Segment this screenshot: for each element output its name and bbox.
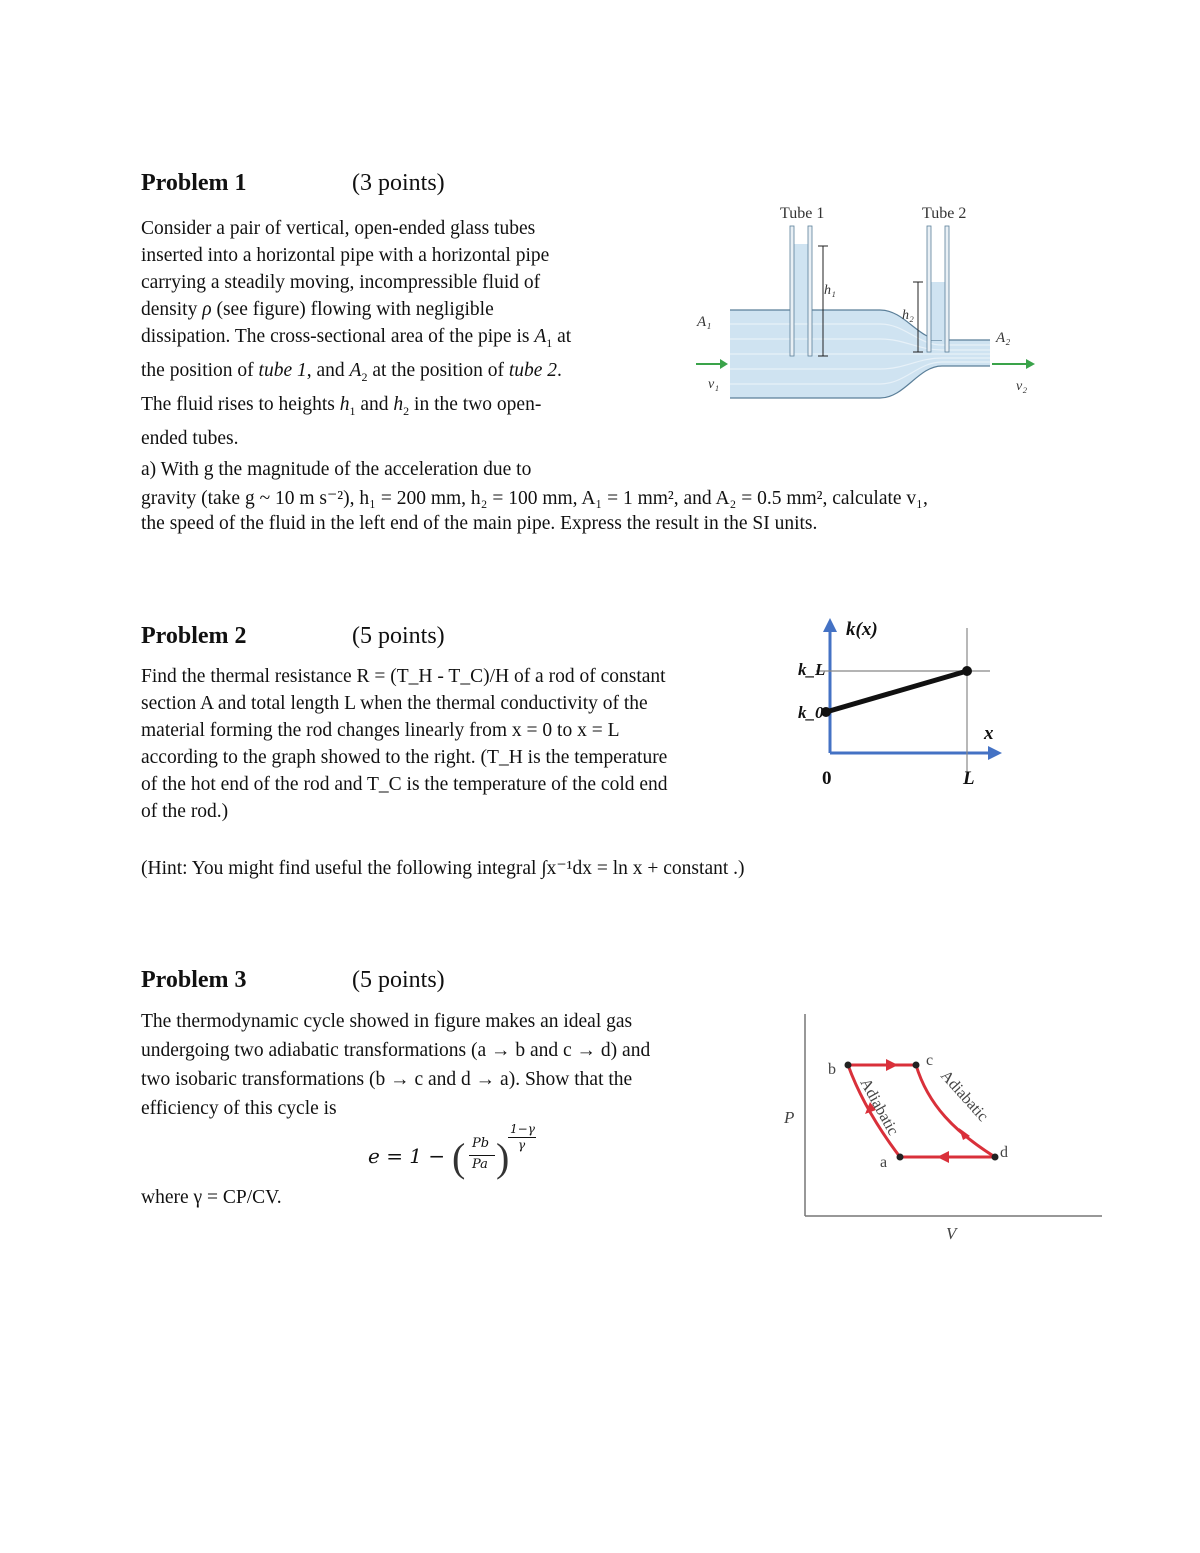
problem-1-title: Problem 1	[141, 170, 247, 196]
open-paren: (	[452, 1135, 466, 1180]
p2-line-1: Find the thermal resistance R = (T_H - T_C)/H of a rod of constant	[141, 666, 666, 687]
problem-2-points: (5 points)	[352, 623, 445, 649]
h2-label: h₂	[902, 308, 914, 323]
problem-2-title: Problem 2	[141, 623, 247, 649]
p2-line-6: of the rod.)	[141, 801, 229, 822]
L-label: L	[963, 768, 975, 789]
y-axis-arrow	[823, 618, 837, 632]
label-d: d	[1000, 1144, 1008, 1161]
v2-arrow	[992, 359, 1035, 369]
exponent-denominator: γ	[518, 1138, 526, 1152]
p1-part-a-line-1: a) With g the magnitude of the acceleration due to	[141, 459, 532, 480]
k-line	[826, 671, 967, 712]
text-and-comma: , and	[306, 359, 345, 381]
p1-part-a-line-2: gravity (take g ~ 10 m s⁻²), h₁ = 200 mm, h₂ = 100 mm, A₁ = 1 mm², and A₂ = 0.5 mm², calculate v₁,	[141, 488, 928, 509]
V-axis-label: V	[946, 1224, 957, 1243]
text-see-figure: (see figure) flowing with negligible	[216, 299, 494, 320]
A1-label: A₁	[697, 314, 712, 330]
p3-line-4: efficiency of this cycle is	[141, 1098, 337, 1119]
text-open: in the two open-	[414, 393, 542, 415]
A2-subscript: 2	[361, 369, 368, 384]
h2-symbol: h	[393, 393, 404, 415]
p1-line-2: inserted into a horizontal pipe with a horizontal pipe	[141, 245, 550, 266]
period: .	[557, 359, 562, 381]
text-cross-section: dissipation. The cross-sectional area of the pipe is	[141, 326, 530, 347]
point-b	[845, 1062, 852, 1069]
arrow-d-to-a	[937, 1151, 949, 1163]
adiabatic-right-label: Adiabatic	[937, 1067, 992, 1125]
tube2-left-wall	[927, 226, 931, 352]
tube2-text: tube 2	[508, 359, 558, 381]
p3-where: where γ = CP/CV.	[141, 1187, 282, 1208]
h2-subscript: 2	[403, 403, 410, 418]
text-position-of: the position of	[141, 359, 254, 381]
v2-label: v₂	[1016, 379, 1028, 394]
kL-point	[962, 666, 972, 676]
p2-line-2: section A and total length L when the thermal conductivity of the	[141, 693, 648, 714]
kL-label: k_L	[798, 660, 826, 679]
fraction-bar	[469, 1155, 495, 1156]
h1-subscript: 1	[349, 403, 356, 418]
p2-line-4: according to the graph showed to the right. (T_H is the temperature	[141, 747, 668, 768]
problem-3-points: (5 points)	[352, 967, 445, 993]
h1-label: h₁	[824, 283, 836, 298]
k-axis-label: k(x)	[846, 619, 878, 640]
point-a	[897, 1154, 904, 1161]
A1-subscript: 1	[546, 335, 553, 350]
tube1-left-wall	[790, 226, 794, 356]
tube2-fluid	[931, 282, 945, 340]
point-d	[992, 1154, 999, 1161]
fraction-denominator: Pa	[472, 1157, 488, 1172]
A2-symbol: A	[349, 359, 362, 381]
text-and: and	[360, 393, 389, 415]
tube1-text: tube 1	[258, 359, 307, 381]
problem-1-statement	[141, 215, 655, 452]
p3-line-1: The thermodynamic cycle showed in figure makes an ideal gas	[141, 1011, 633, 1032]
p1-line-5	[141, 323, 655, 357]
k0-label: k_0	[798, 703, 824, 722]
p1-line-3: carrying a steadily moving, incompressible fluid of	[141, 272, 541, 293]
tube2-right-wall	[945, 226, 949, 352]
efficiency-equation	[368, 1122, 548, 1190]
point-c	[913, 1062, 920, 1069]
conductivity-graph	[790, 612, 1010, 794]
text-at-position: at the position of	[372, 359, 504, 381]
origin-label: 0	[822, 768, 832, 789]
p2-hint: (Hint: You might find useful the following integral ∫x⁻¹dx = ln x + constant .)	[141, 858, 745, 879]
problem-3-title: Problem 3	[141, 967, 247, 993]
arrow-b-to-c	[886, 1059, 898, 1071]
p1-part-a-line-3: the speed of the fluid in the left end of the main pipe. Express the result in the SI units.	[141, 513, 818, 534]
tube1-label: Tube 1	[780, 205, 825, 222]
x-axis-arrow	[988, 746, 1002, 760]
problem-1-points: (3 points)	[352, 170, 445, 196]
text-at: at	[557, 326, 572, 347]
tube1-fluid	[794, 244, 808, 310]
tube2-label: Tube 2	[922, 205, 967, 222]
label-c: c	[926, 1052, 934, 1069]
rho-symbol: ρ	[202, 299, 212, 320]
p1-line-6	[141, 357, 655, 391]
equation-lhs: e = 1 −	[368, 1144, 446, 1168]
p1-line-8: ended tubes.	[141, 427, 239, 449]
p1-line-7	[141, 391, 655, 425]
p1-line-1: Consider a pair of vertical, open-ended glass tubes	[141, 218, 536, 239]
text-fluid-rises: The fluid rises to heights	[141, 393, 335, 415]
v1-arrow	[696, 359, 728, 369]
fraction-numerator: Pb	[472, 1136, 490, 1151]
text-density: density	[141, 299, 198, 320]
p3-line-2: undergoing two adiabatic transformations (a → b and c → d) and	[141, 1040, 651, 1061]
v1-label: v₁	[708, 377, 720, 392]
h1-symbol: h	[339, 393, 350, 415]
A2-label: A₂	[996, 330, 1011, 346]
label-b: b	[828, 1061, 836, 1078]
p3-line-3: two isobaric transformations (b → c and d → a). Show that the	[141, 1069, 633, 1090]
adiabatic-left-label: Adiabatic	[856, 1075, 902, 1139]
p2-line-5: of the hot end of the rod and T_C is the temperature of the cold end	[141, 774, 668, 795]
p1-line-4	[141, 296, 655, 323]
label-a: a	[880, 1154, 888, 1171]
P-axis-label: P	[784, 1108, 795, 1127]
x-axis-label: x	[984, 723, 994, 744]
tube1-right-wall	[808, 226, 812, 356]
p2-line-3: material forming the rod changes linearly from x = 0 to x = L	[141, 720, 620, 741]
exponent-numerator: 1−γ	[510, 1122, 535, 1136]
close-paren: )	[496, 1135, 510, 1180]
pipe-figure	[690, 198, 1040, 413]
pv-diagram	[770, 1010, 1110, 1245]
A1-symbol: A	[534, 326, 547, 347]
